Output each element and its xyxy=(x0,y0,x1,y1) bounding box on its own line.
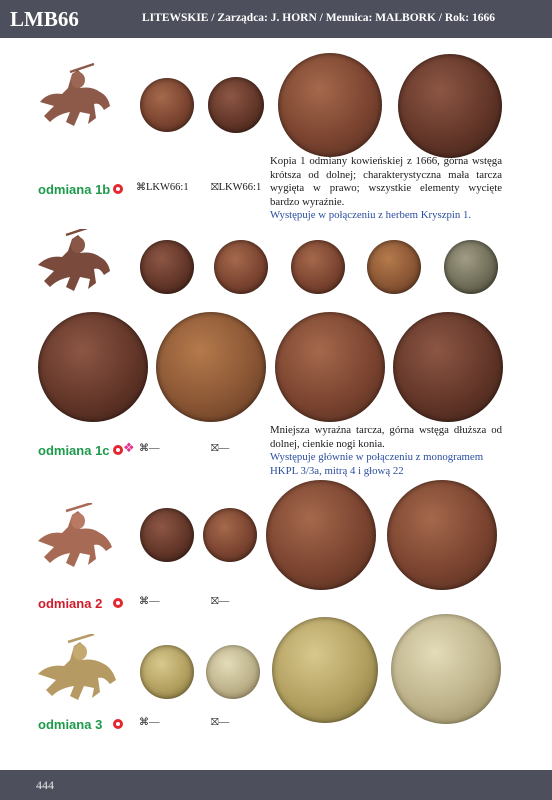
coin-image xyxy=(391,614,501,724)
page-number: 444 xyxy=(36,778,54,792)
coin-image xyxy=(278,53,382,157)
red-circle-dot-icon xyxy=(113,184,123,194)
page-header xyxy=(0,0,552,38)
knight-emblem-image xyxy=(34,62,118,136)
coin-image xyxy=(140,645,194,699)
reverse-reference: ⛝— xyxy=(211,443,230,454)
obverse-reference: ⌘— xyxy=(139,443,160,454)
reverse-symbol-icon: ⛝ xyxy=(211,717,219,728)
coin-image xyxy=(156,312,266,422)
coin-image xyxy=(203,508,257,562)
coin-image xyxy=(206,645,260,699)
page-footer xyxy=(0,770,552,800)
coin-image xyxy=(140,240,194,294)
knight-emblem-image xyxy=(34,634,124,710)
variant-description: Mniejsza wyraźna tarcza, górna wstęga dłuższa od dolnej, cienkie nogi konia. Występuje głównie w połączeniu z monogramem HKPL 3/3a, mitrą 4 i głową 22 xyxy=(270,424,502,477)
red-circle-dot-icon xyxy=(113,598,123,608)
obverse-symbol-icon: ⌘ xyxy=(136,182,146,193)
coin-image xyxy=(444,240,498,294)
obverse-reference: ⌘LKW66:1 xyxy=(136,182,189,193)
obverse-reference: ⌘— xyxy=(139,596,160,607)
catalog-code: LMB66 xyxy=(10,7,79,31)
reverse-reference: ⛝LKW66:1 xyxy=(211,182,262,193)
coin-image xyxy=(393,312,503,422)
knight-emblem-image xyxy=(34,229,118,297)
reverse-symbol-icon: ⛝ xyxy=(211,182,219,193)
pink-rosette-icon: ❖ xyxy=(123,441,135,456)
coin-image xyxy=(398,54,502,158)
variant-description: Kopia 1 odmiany kowieńskiej z 1666, górna wstęga krótsza od dolnej; charakterystyczna mała tarcza wygięta w prawo; wszystkie elementy wycięte bardzo wyraźnie. Występuje w połączeniu z herbem Kryszpin 1. xyxy=(270,155,502,221)
reverse-symbol-icon: ⛝ xyxy=(211,443,219,454)
coin-image xyxy=(214,240,268,294)
obverse-symbol-icon: ⌘ xyxy=(139,717,149,728)
header-info: LITEWSKIE / Zarządca: J. HORN / Mennica: MALBORK / Rok: 1666 xyxy=(142,12,495,24)
variant-label: odmiana 2 xyxy=(38,596,103,611)
coin-image xyxy=(387,480,497,590)
variant-note: Występuje głównie w połączeniu z monogramem HKPL 3/3a, mitrą 4 i głową 22 xyxy=(270,451,484,477)
variant-label: odmiana 1c xyxy=(38,443,110,458)
reverse-reference: ⛝— xyxy=(211,596,230,607)
red-circle-dot-icon xyxy=(113,445,123,455)
reverse-reference: ⛝— xyxy=(211,717,230,728)
coin-image xyxy=(272,617,378,723)
reverse-symbol-icon: ⛝ xyxy=(211,596,219,607)
obverse-symbol-icon: ⌘ xyxy=(139,443,149,454)
coin-image xyxy=(266,480,376,590)
obverse-reference: ⌘— xyxy=(139,717,160,728)
red-circle-dot-icon xyxy=(113,719,123,729)
coin-image xyxy=(38,312,148,422)
coin-image xyxy=(140,78,194,132)
variant-label: odmiana 3 xyxy=(38,717,103,732)
variant-label: odmiana 1b xyxy=(38,182,111,197)
obverse-symbol-icon: ⌘ xyxy=(139,596,149,607)
knight-emblem-image xyxy=(34,503,120,575)
coin-image xyxy=(140,508,194,562)
coin-image xyxy=(208,77,264,133)
coin-image xyxy=(275,312,385,422)
coin-image xyxy=(291,240,345,294)
variant-note: Występuje w połączeniu z herbem Kryszpin 1. xyxy=(270,209,472,221)
coin-image xyxy=(367,240,421,294)
